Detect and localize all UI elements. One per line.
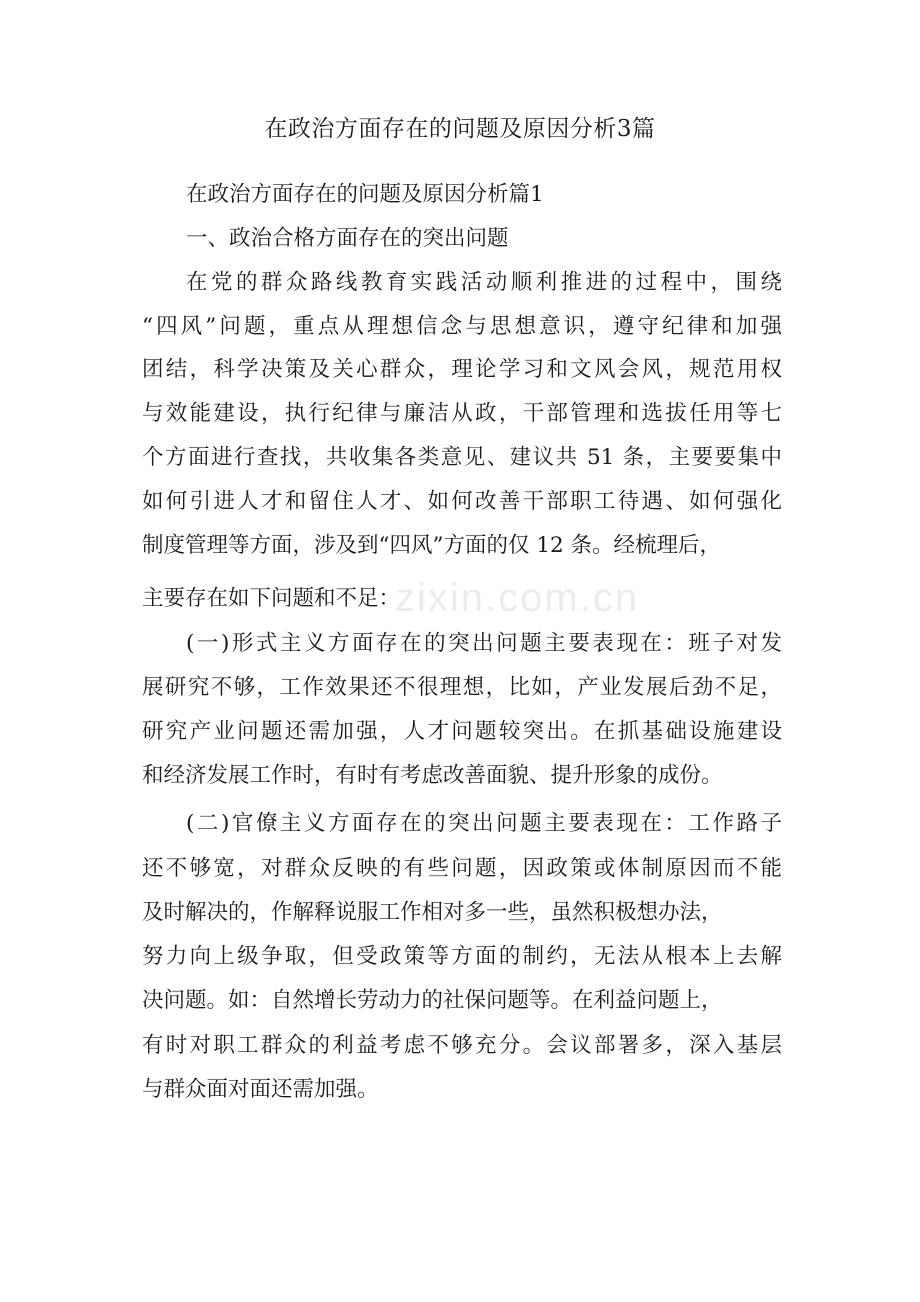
section-heading: 在政治方面存在的问题及原因分析篇1 bbox=[186, 182, 544, 207]
subsection-heading: 一、政治合格方面存在的突出问题 bbox=[186, 226, 509, 251]
paragraph-line: 研究产业问题还需加强，人才问题较突出。在抓基础设施建设 bbox=[142, 719, 782, 744]
paragraph-line: (二)官僚主义方面存在的突出问题主要表现在：工作路子 bbox=[186, 811, 782, 836]
document-title: 在政治方面存在的问题及原因分析3篇 bbox=[264, 116, 656, 142]
paragraph-line: 制度管理等方面，涉及到“四风”方面的仅 12 条。经梳理后， bbox=[142, 533, 722, 558]
paragraph-line: 与效能建设，执行纪律与廉洁从政，干部管理和选拔任用等七 bbox=[142, 401, 782, 426]
paragraph-line: 个方面进行查找，共收集各类意见、建议共 51 条，主要要集中 bbox=[142, 445, 782, 470]
paragraph-line: 与群众面对面还需加强。 bbox=[142, 1077, 379, 1102]
paragraph-line: 努力向上级争取，但受政策等方面的制约，无法从根本上去解 bbox=[142, 944, 782, 969]
paragraph-line: 和经济发展工作时，有时有考虑改善面貌、提升形象的成份。 bbox=[142, 763, 723, 788]
paragraph-line: 团结，科学决策及关心群众，理论学习和文风会风，规范用权 bbox=[142, 357, 782, 382]
paragraph-line: 展研究不够，工作效果还不很理想，比如，产业发展后劲不足， bbox=[142, 675, 782, 700]
paragraph-line: (一)形式主义方面存在的突出问题主要表现在：班子对发 bbox=[186, 631, 782, 656]
paragraph-line: 如何引进人才和留住人才、如何改善干部职工待遇、如何强化 bbox=[142, 489, 782, 514]
paragraph-line: “四风”问题，重点从理想信念与思想意识，遵守纪律和加强 bbox=[142, 314, 782, 339]
paragraph-line: 决问题。如：自然增长劳动力的社保问题等。在利益问题上， bbox=[142, 988, 723, 1013]
paragraph-line: 在党的群众路线教育实践活动顺利推进的过程中，围绕 bbox=[186, 270, 782, 295]
paragraph-line: 还不够宽，对群众反映的有些问题，因政策或体制原因而不能 bbox=[142, 856, 782, 881]
paragraph-line: 有时对职工群众的利益考虑不够充分。会议部署多，深入基层 bbox=[142, 1033, 782, 1058]
paragraph-line: 及时解决的，作解释说服工作相对多一些，虽然积极想办法， bbox=[142, 900, 723, 925]
watermark: zixin.com.cn bbox=[395, 576, 640, 620]
paragraph-line: 主要存在如下问题和不足： bbox=[142, 586, 401, 611]
